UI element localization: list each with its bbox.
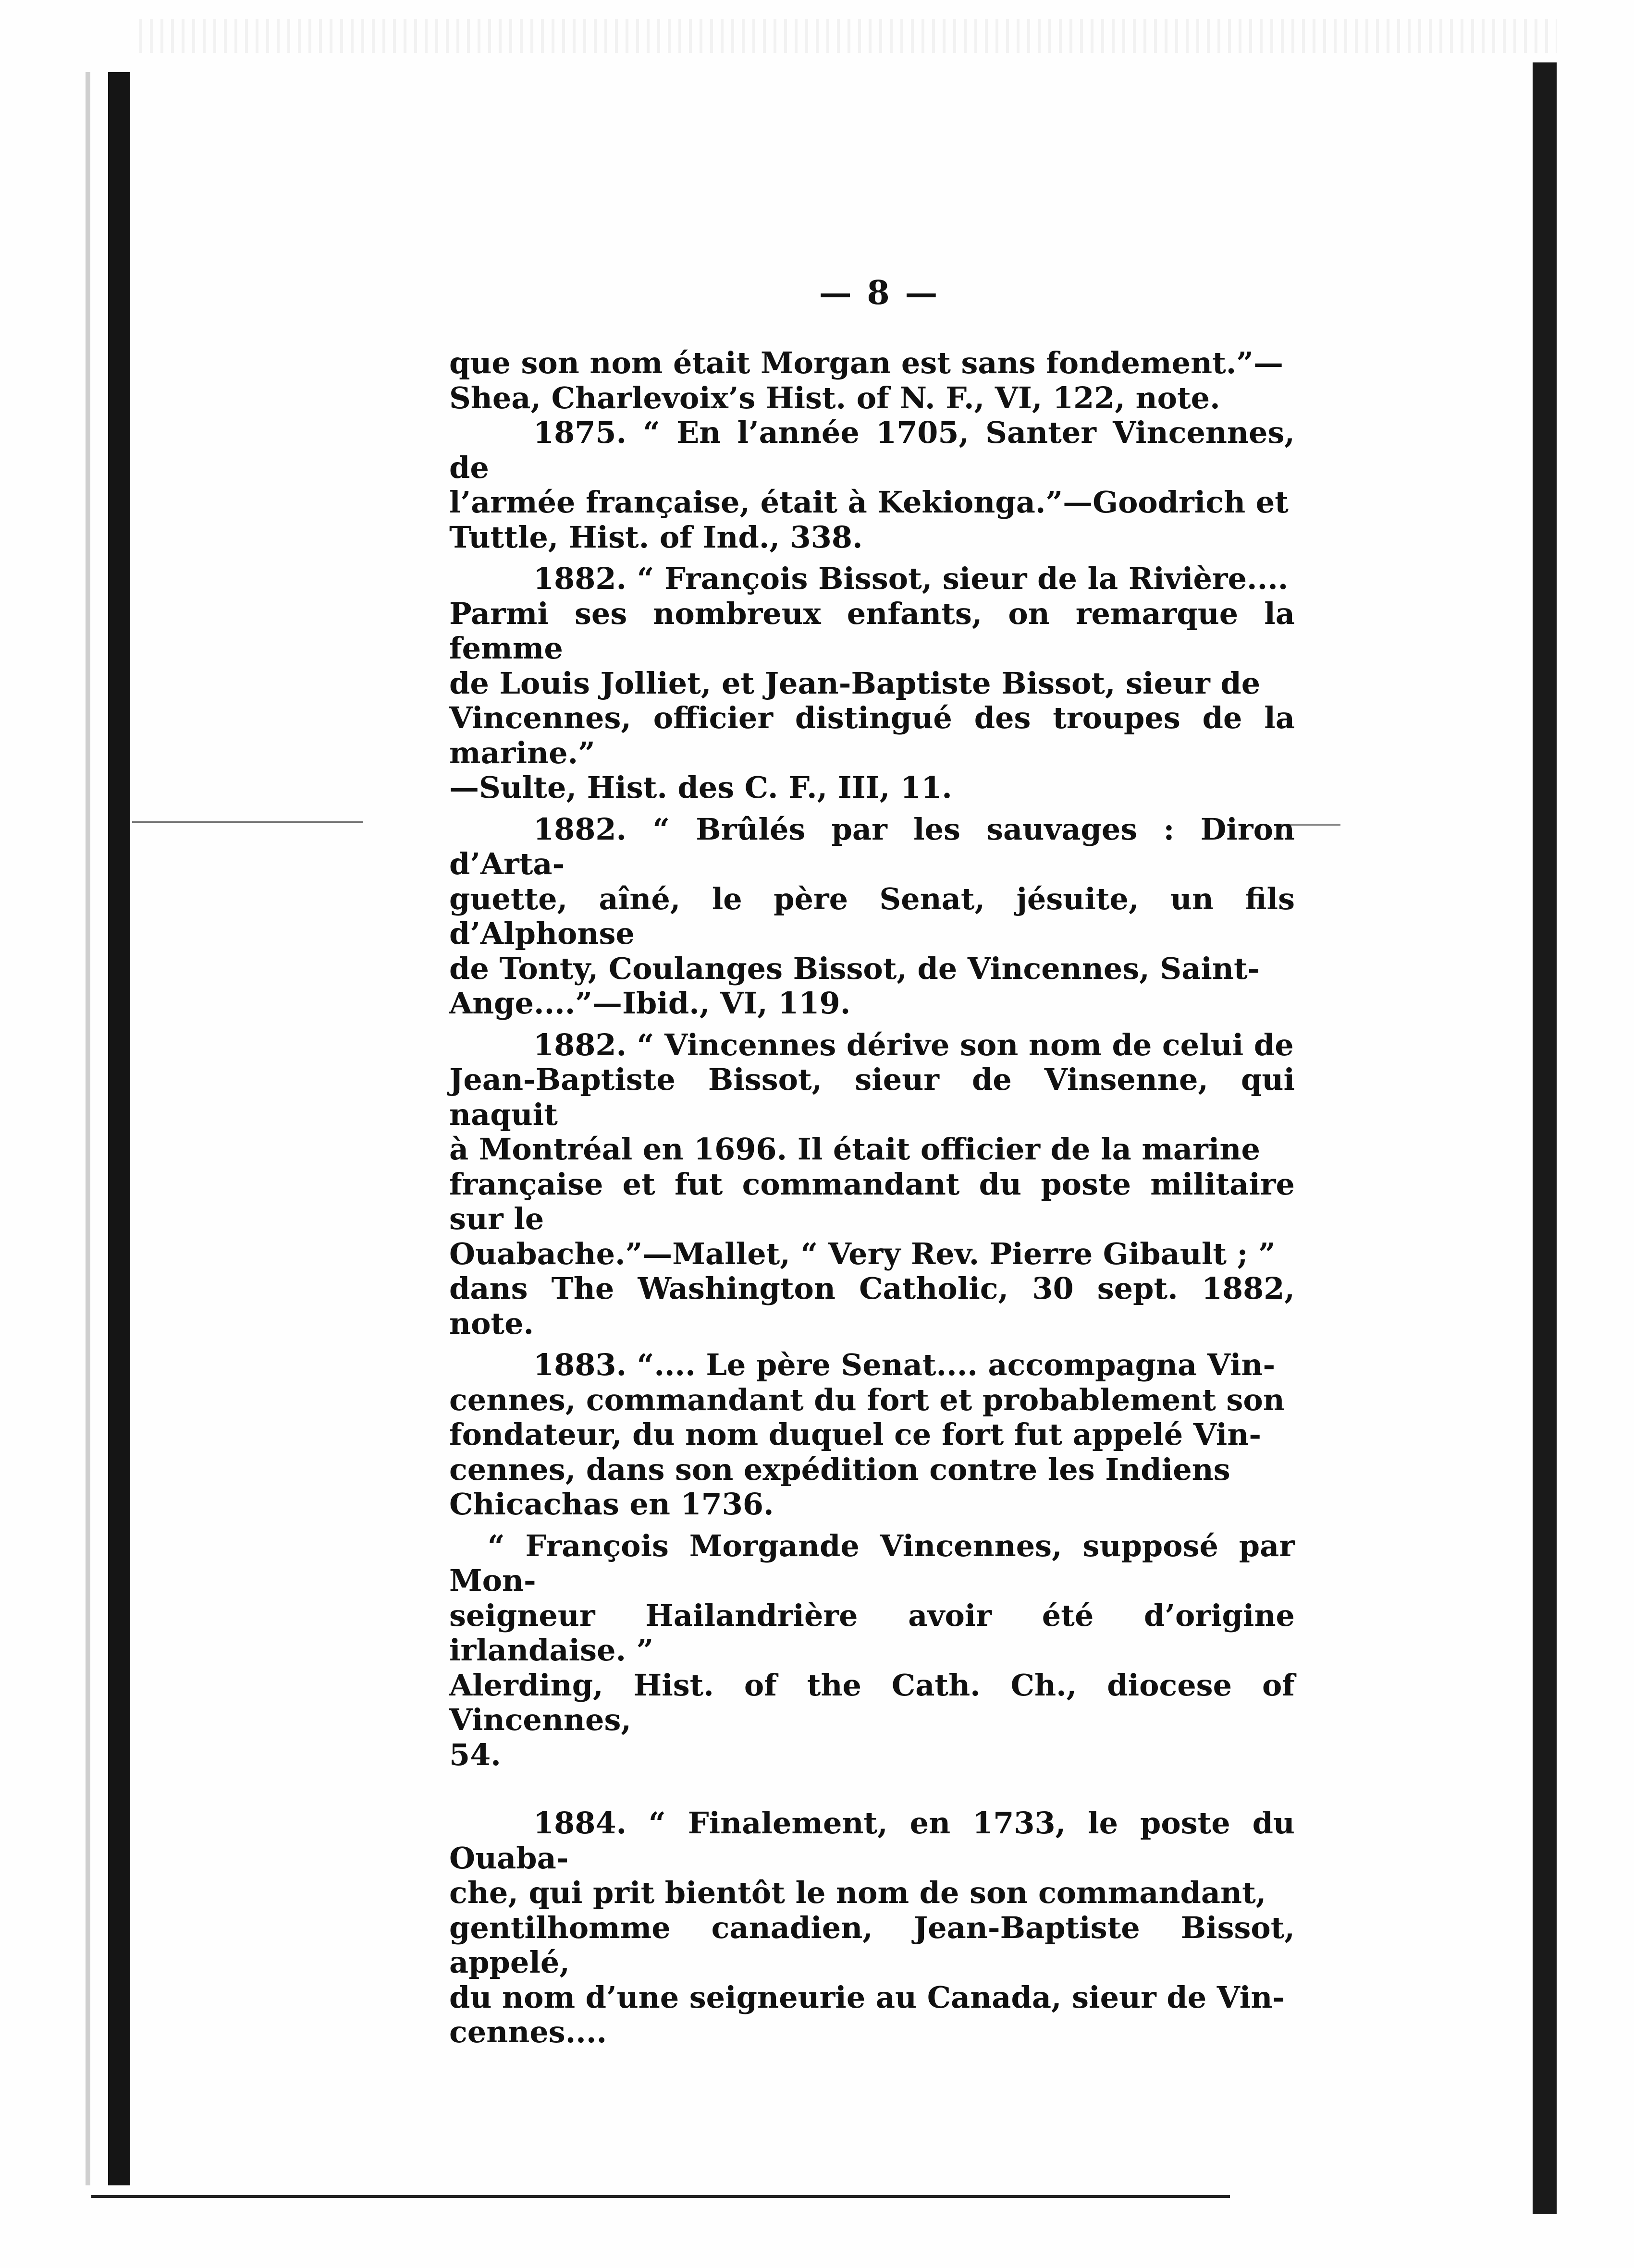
page-number: — 8 — [819, 274, 940, 312]
line: 1882. “ François Bissot, sieur de la Rivière.... [533, 561, 1289, 596]
line: Shea, Charlevoix’s Hist. of N. F., VI, 122, note. [449, 380, 1220, 415]
line: Tuttle, Hist. of Ind., 338. [449, 519, 863, 555]
paragraph-6 [449, 1348, 1295, 1522]
line: Ouabache.”—Mallet, “ Very Rev. Pierre Gibault ; ” [449, 1236, 1276, 1271]
paragraph-1 [449, 346, 1295, 415]
paragraph-7 [449, 1529, 1295, 1773]
paragraph-5 [449, 1028, 1295, 1341]
line: “ François Morgande Vincennes, supposé par Mon- [449, 1528, 1295, 1598]
line: guette, aîné, le père Senat, jésuite, un fils d’Alphonse [449, 881, 1295, 951]
line: Parmi ses nombreux enfants, on remarque la femme [449, 596, 1295, 666]
line: dans The Washington Catholic, 30 sept. 1882, note. [449, 1271, 1295, 1341]
line: 54. [449, 1737, 501, 1772]
line: 1882. “ Brûlés par les sauvages : Diron d’Arta- [449, 811, 1295, 881]
line: l’armée française, était à Kekionga.”—Goodrich et [449, 485, 1289, 520]
paragraph-8 [449, 1806, 1295, 2050]
line: Vincennes, officier distingué des troupes de la marine.” [449, 700, 1295, 770]
line: —Sulte, Hist. des C. F., III, 11. [449, 770, 952, 805]
line: 1884. “ Finalement, en 1733, le poste du Ouaba- [449, 1805, 1295, 1876]
line: de Tonty, Coulanges Bissot, de Vincennes, Saint- [449, 951, 1260, 986]
scan-mark-left [132, 821, 363, 823]
scan-edge-left [108, 72, 130, 2185]
scan-edge-left-thin [86, 72, 90, 2185]
line: à Montréal en 1696. Il était officier de la marine [449, 1132, 1260, 1167]
paragraph-3 [449, 561, 1295, 805]
line: Jean-Baptiste Bissot, sieur de Vinsenne, qui naquit [449, 1062, 1295, 1132]
body-text [449, 346, 1295, 2050]
line: de Louis Jolliet, et Jean-Baptiste Bissot, sieur de [449, 665, 1261, 701]
line: cennes, commandant du fort et probablement son [449, 1382, 1285, 1417]
line: 1883. “.... Le père Senat.... accompagna Vin- [533, 1347, 1276, 1382]
line: seigneur Hailandrière avoir été d’origine irlandaise. ” [449, 1597, 1295, 1668]
line: du nom d’une seigneurie au Canada, sieur de Vin- [449, 1979, 1285, 2015]
scan-noise-top [139, 19, 1557, 53]
line: Alerding, Hist. of the Cath. Ch., diocese of Vincennes, [449, 1667, 1295, 1737]
line: 1875. “ En l’année 1705, Santer Vincennes, de [449, 415, 1295, 485]
line: 1882. “ Vincennes dérive son nom de celui de [533, 1027, 1294, 1062]
line: cennes.... [449, 2014, 607, 2049]
paragraph-2 [449, 415, 1295, 555]
line: cennes, dans son expédition contre les Indiens [449, 1451, 1230, 1487]
line: Ange....”—Ibid., VI, 119. [449, 986, 851, 1021]
line: Chicachas en 1736. [449, 1487, 774, 1522]
line: gentilhomme canadien, Jean-Baptiste Bissot, appelé, [449, 1910, 1295, 1980]
line: que son nom était Morgan est sans fondement.”— [449, 345, 1283, 380]
line: fondateur, du nom duquel ce fort fut appelé Vin- [449, 1417, 1262, 1452]
paragraph-4 [449, 812, 1295, 1021]
line: française et fut commandant du poste militaire sur le [449, 1166, 1295, 1236]
line: che, qui prit bientôt le nom de son commandant, [449, 1875, 1266, 1910]
scan-edge-right [1533, 62, 1557, 2214]
scan-edge-bottom [91, 2195, 1230, 2198]
